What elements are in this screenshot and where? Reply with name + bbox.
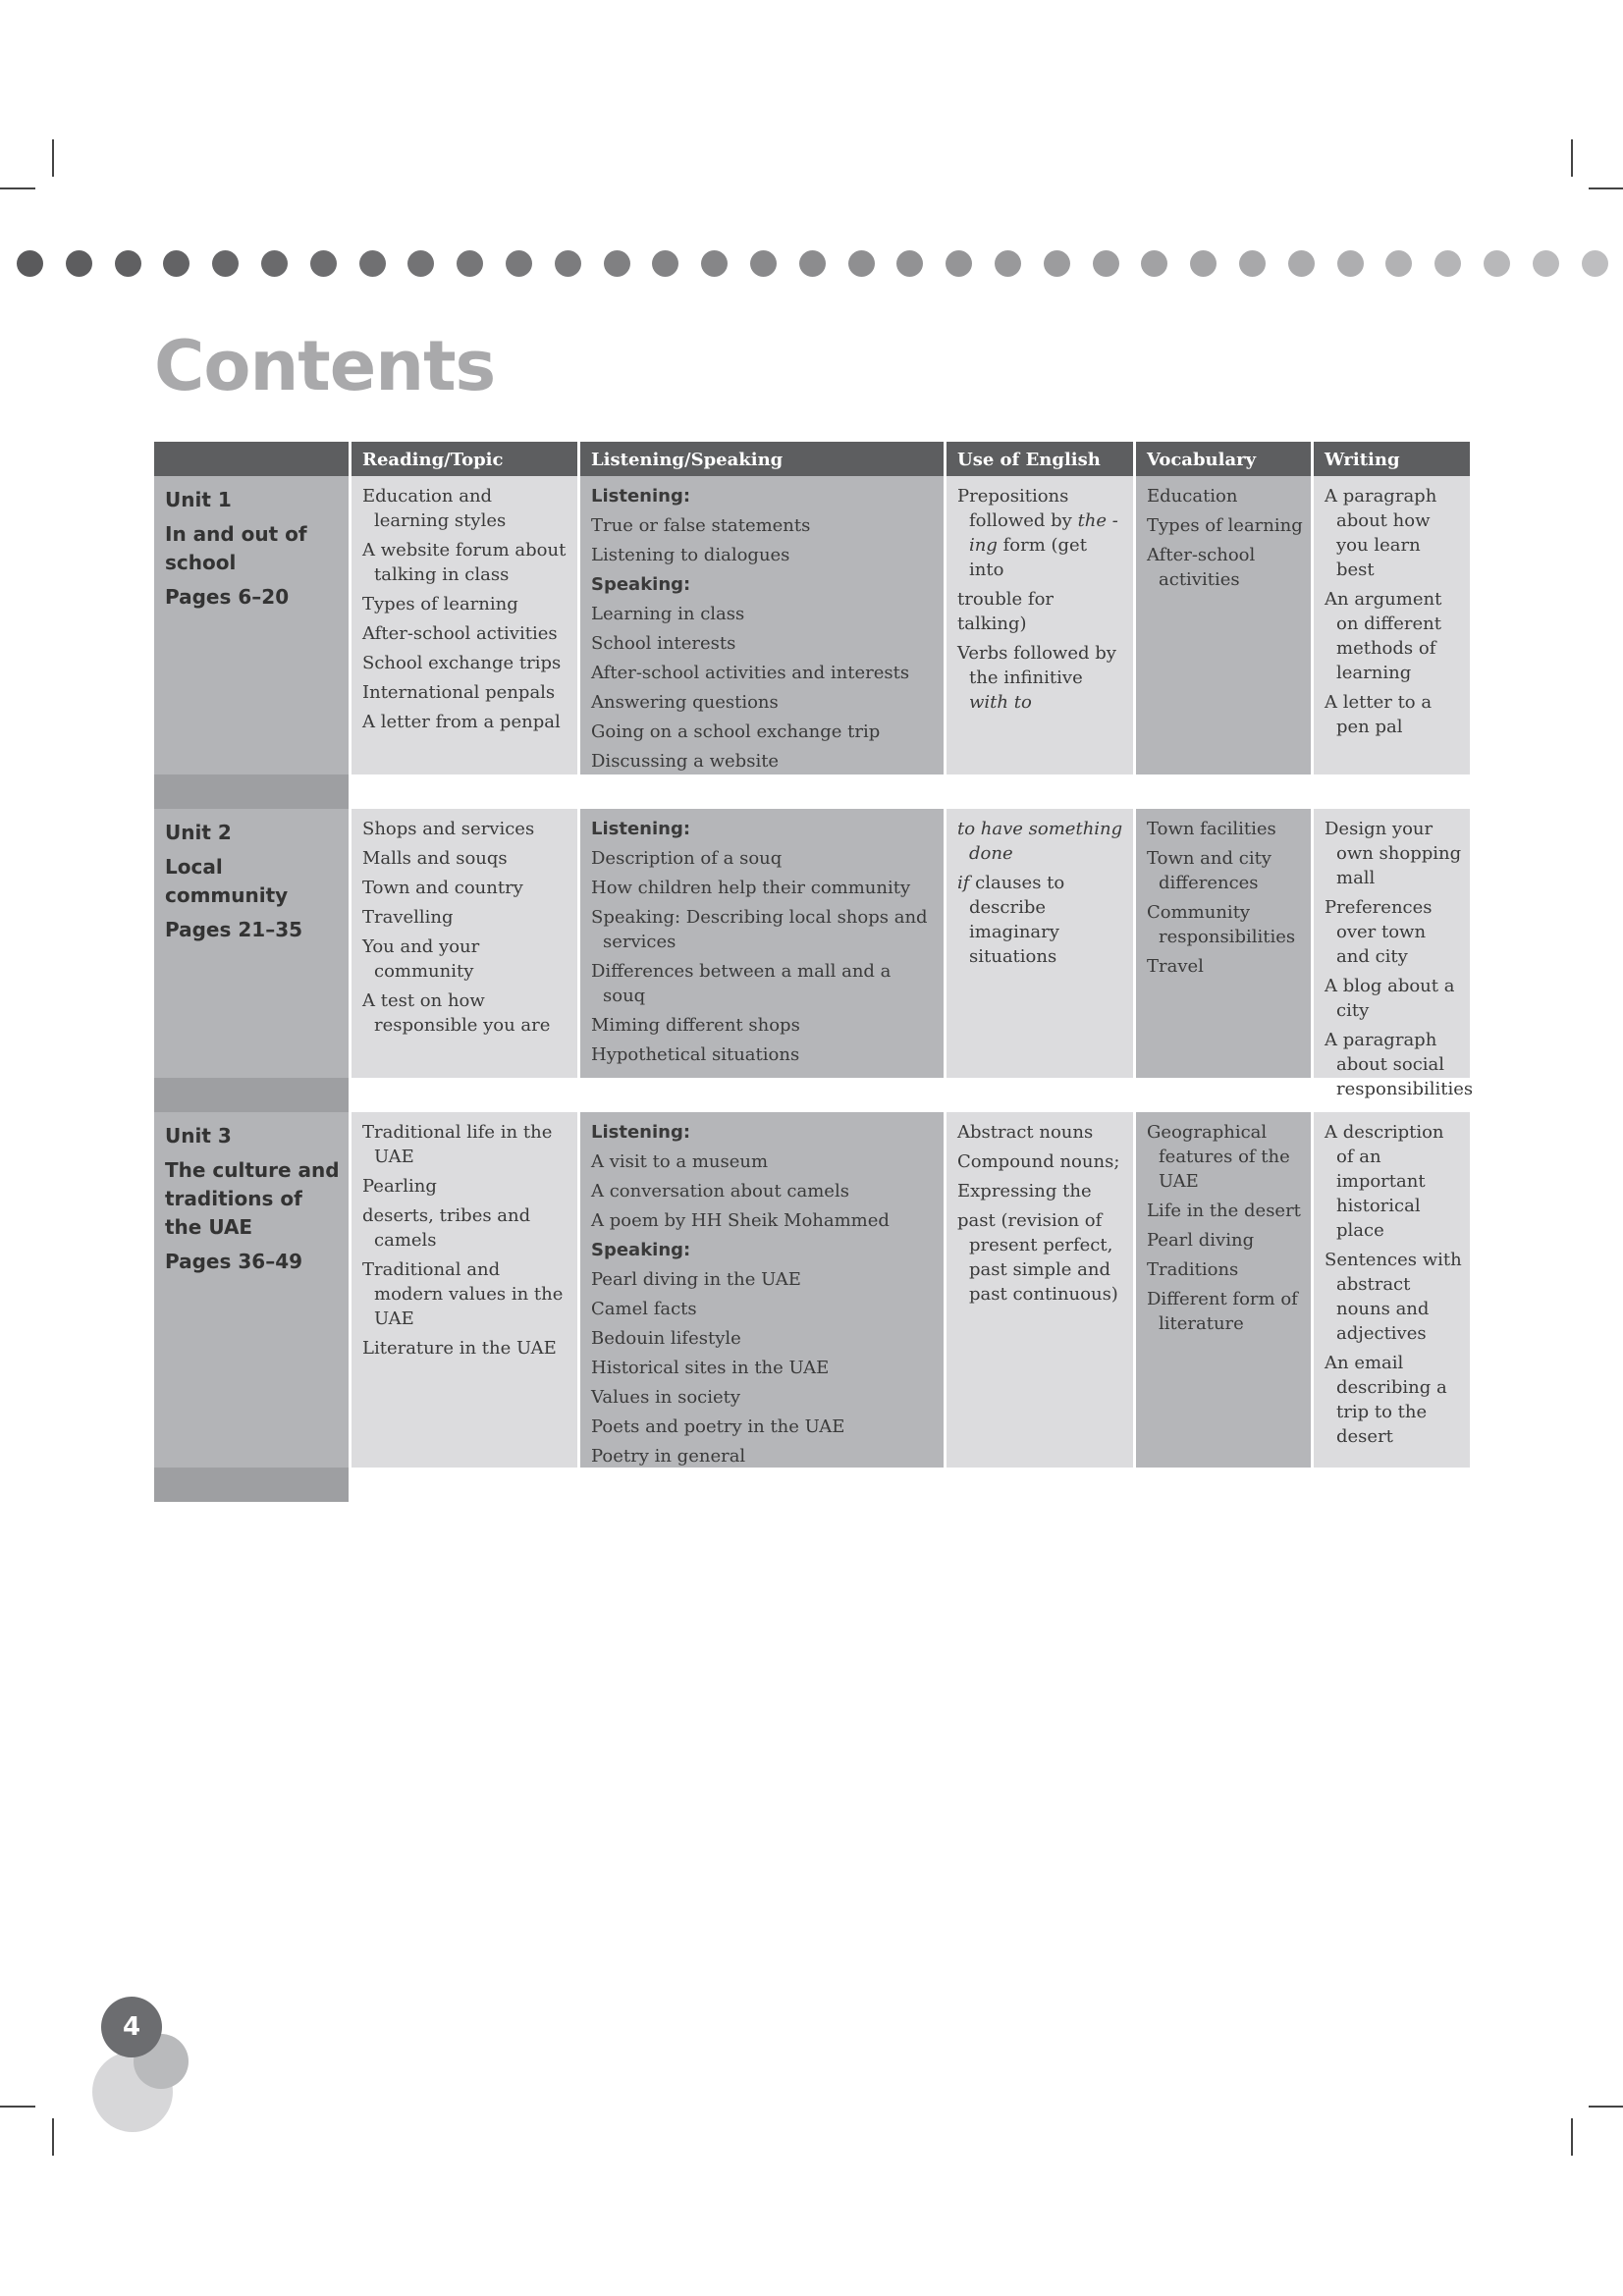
decorative-dot [163,250,189,277]
unit-1-reading [352,476,577,774]
crop-mark [1589,2106,1623,2108]
list-item [957,641,1125,715]
text-run: Verbs followed by the infinitive [957,643,1116,688]
list-item: A paragraph about how you learn best [1325,486,1437,580]
unit-pages: Pages 21–35 [165,918,303,941]
crop-mark [0,2106,35,2108]
list-item: past (revision of present perfect, past simple and past continuous) [957,1210,1118,1305]
unit-name: The culture and traditions of the UAE [165,1158,340,1239]
list-item: An email describing a trip to the desert [1325,1353,1447,1447]
list-item: Listening to dialogues [591,545,790,565]
list-item: Types of learning [362,594,518,614]
decorative-dot [1044,250,1070,277]
unit-pages: Pages 36–49 [165,1250,303,1273]
list-item: A letter to a pen pal [1325,692,1433,737]
decorative-dot [261,250,288,277]
list-item: Expressing the [957,1181,1092,1201]
decorative-dot [1434,250,1461,277]
list-item: A paragraph about social responsibilities [1325,1030,1474,1099]
list-item: Geographical features of the UAE [1147,1122,1290,1192]
unit-1-use-of-english [947,476,1133,774]
decorative-dot [1484,250,1510,277]
list-item: Historical sites in the UAE [591,1358,830,1378]
decorative-dot [1533,250,1559,277]
unit-2-writing [1314,809,1474,1099]
list-item: Traditions [1147,1259,1239,1280]
list-item: Town facilities [1147,819,1276,839]
list-item: Learning in class [591,604,745,624]
list-item: School interests [591,633,736,654]
list-item: Poets and poetry in the UAE [591,1416,845,1437]
list-item: trouble for talking) [957,589,1055,634]
list-item: Travelling [362,907,454,928]
column-header-reading: Reading/Topic [352,442,577,476]
decorative-dot [457,250,483,277]
crop-mark [52,2118,54,2156]
decorative-dot [1190,250,1217,277]
decorative-dot [1582,250,1608,277]
unit-separator-band [154,1078,349,1112]
unit-3-listening [580,1112,944,1468]
listening-heading: Listening: [591,819,691,839]
text-run-italic: with to [969,692,1032,713]
list-item: Abstract nouns [957,1122,1094,1143]
speaking-heading: Speaking: [591,1240,691,1260]
list-item: A visit to a museum [591,1151,769,1172]
list-item: Different form of literature [1147,1289,1298,1334]
list-item: International penpals [362,682,556,703]
list-item: Life in the desert [1147,1201,1301,1221]
column-header-use-of-english: Use of English [947,442,1133,476]
decorative-dot [946,250,972,277]
unit-2-listening [580,809,944,1078]
crop-mark [1571,2118,1573,2156]
column-header-vocabulary: Vocabulary [1136,442,1311,476]
list-item: deserts, tribes and camels [362,1205,531,1251]
list-item [957,484,1125,582]
list-item: Camel facts [591,1299,697,1319]
list-item: Compound nouns; [957,1151,1120,1172]
text-run: clauses to describe imaginary situations [969,873,1065,967]
crop-mark [1589,187,1623,189]
decorative-dot [212,250,239,277]
unit-2-reading [352,809,577,1078]
decorative-dot [66,250,92,277]
list-item: Town and country [362,878,523,898]
list-item: After-school activities [362,623,558,644]
decorative-dot [1385,250,1412,277]
decorative-dot [555,250,581,277]
list-item: Discussing a website [591,751,780,772]
decorative-dot-row [0,250,1623,280]
list-item: After-school activities [1147,545,1256,590]
decorative-dot [848,250,875,277]
decorative-dot [407,250,434,277]
list-item: Values in society [591,1387,741,1408]
list-item: Community responsibilities [1147,902,1296,947]
crop-mark [52,139,54,177]
crop-mark [0,187,35,189]
decorative-dot [995,250,1021,277]
column-header-listening: Listening/Speaking [580,442,944,476]
listening-heading: Listening: [591,1122,691,1143]
unit-1-writing [1314,476,1470,774]
list-item: Sentences with abstract nouns and adjectives [1325,1250,1462,1344]
list-item: Differences between a mall and a souq [591,961,892,1006]
unit-2-use-of-english [947,809,1133,1078]
list-item: Poetry in general [591,1446,746,1467]
decorative-dot [1093,250,1119,277]
list-item: Shops and services [362,819,535,839]
list-item: A poem by HH Sheik Mohammed [591,1210,890,1231]
decorative-dot [701,250,728,277]
list-item: Pearling [362,1176,437,1197]
unit-3-use-of-english [947,1112,1133,1468]
unit-number: Unit 1 [165,488,232,511]
list-item: Bedouin lifestyle [591,1328,741,1349]
decorative-dot [799,250,826,277]
unit-pages: Pages 6–20 [165,585,290,609]
decorative-dot [604,250,630,277]
unit-1-listening [580,476,944,774]
list-item: Education [1147,486,1238,507]
list-item: An argument on different methods of learning [1325,589,1442,683]
list-item: to have something done [957,819,1123,864]
list-item: Hypothetical situations [591,1044,800,1065]
unit-separator-band [154,1468,349,1502]
unit-3-vocabulary [1136,1112,1311,1468]
list-item: Travel [1147,956,1204,977]
list-item: Speaking: Describing local shops and services [591,907,928,952]
unit-3-cell [154,1112,349,1468]
list-item: A letter from a penpal [362,712,561,732]
list-item: Going on a school exchange trip [591,721,881,742]
list-item [957,871,1125,969]
decorative-dot [17,250,43,277]
unit-2-cell [154,809,349,1078]
list-item: How children help their community [591,878,911,898]
text-run-italic: the -ing [969,510,1118,556]
page-title: Contents [154,326,496,406]
column-header-writing: Writing [1314,442,1470,476]
list-item: A description of an important historical place [1325,1122,1444,1241]
decorative-dot [652,250,678,277]
list-item: Types of learning [1147,515,1303,536]
text-run: form (get into [969,535,1087,580]
list-item: Malls and souqs [362,848,508,869]
page-number: 4 [101,1997,162,2057]
unit-1-vocabulary [1136,476,1311,774]
unit-name: Local community [165,855,289,907]
list-item: Literature in the UAE [362,1338,557,1359]
unit-number: Unit 2 [165,821,232,844]
decorative-dot [896,250,923,277]
decorative-dot [1337,250,1364,277]
list-item: Pearl diving in the UAE [591,1269,801,1290]
list-item: School exchange trips [362,653,562,673]
list-item: Education and learning styles [362,486,507,531]
decorative-dot [506,250,532,277]
list-item: Miming different shops [591,1015,800,1036]
list-item: You and your community [362,936,480,982]
decorative-dot [1239,250,1266,277]
header-blank [154,442,349,476]
decorative-dot [115,250,141,277]
list-item: Description of a souq [591,848,783,869]
list-item: After-school activities and interests [591,663,910,683]
unit-3-writing [1314,1112,1470,1468]
list-item: Design your own shopping mall [1325,819,1462,888]
list-item: Preferences over town and city [1325,897,1433,967]
decorative-dot [310,250,337,277]
unit-name: In and out of school [165,522,307,574]
unit-1-cell [154,476,349,774]
list-item: Answering questions [591,692,779,713]
crop-mark [1571,139,1573,177]
unit-3-reading [352,1112,577,1468]
speaking-heading: Speaking: [591,574,691,595]
unit-2-vocabulary [1136,809,1311,1078]
list-item: True or false statements [591,515,811,536]
text-run: Prepositions followed by [957,486,1078,531]
list-item: A blog about a city [1325,976,1455,1021]
decorative-dot [1141,250,1167,277]
list-item: Traditional and modern values in the UAE [362,1259,564,1329]
list-item: Traditional life in the UAE [362,1122,553,1167]
list-item: Town and city differences [1147,848,1271,893]
decorative-dot [750,250,777,277]
decorative-dot [359,250,386,277]
text-run-italic: if [957,873,970,893]
list-item: A conversation about camels [591,1181,849,1201]
list-item: A test on how responsible you are [362,990,551,1036]
unit-number: Unit 3 [165,1124,232,1148]
listening-heading: Listening: [591,486,691,507]
list-item: A website forum about talking in class [362,540,567,585]
unit-separator-band [154,774,349,809]
list-item: Pearl diving [1147,1230,1255,1251]
decorative-dot [1288,250,1315,277]
